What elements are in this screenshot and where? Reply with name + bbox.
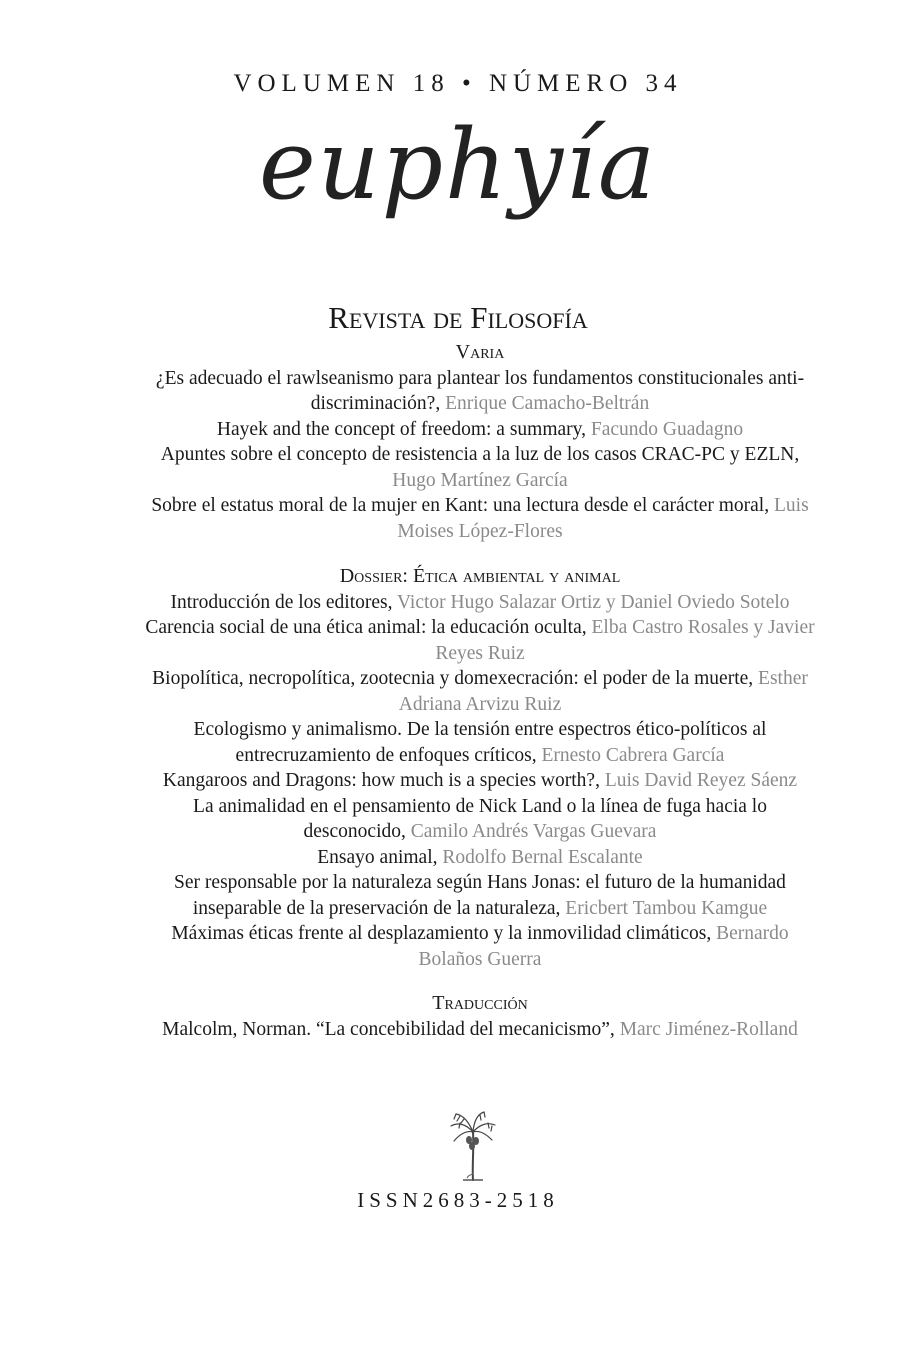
journal-subtitle: Revista de Filosofía xyxy=(328,300,588,335)
article-title: Carencia social de una ética animal: la educación oculta, xyxy=(145,617,587,638)
article-title: Máximas éticas frente al desplazamiento y la inmovilidad climáticos, xyxy=(171,923,712,944)
palm-tree-icon xyxy=(448,1110,498,1182)
article-author: Esther Adriana Arvizu Ruiz xyxy=(398,668,808,715)
article-author: Victor Hugo Salazar Ortiz y Daniel Oviedo Sotelo xyxy=(397,591,790,613)
article-title: Biopolítica, necropolítica, zootecnia y domexecración: el poder de la muerte, xyxy=(152,668,754,689)
issn-number: ISSN2683-2518 xyxy=(357,1188,559,1212)
article-title: Sobre el estatus moral de la mujer en Kant: una lectura desde el carácter moral, xyxy=(151,495,770,516)
article-author: Elba Castro Rosales y Javier Reyes Ruiz xyxy=(435,617,815,664)
toc-entry xyxy=(140,717,820,768)
section-heading-traduccion: Traducción xyxy=(432,992,528,1014)
toc-entry xyxy=(140,768,820,794)
article-title: ¿Es adecuado el rawlseanismo para plantear los fundamentos constitucionales anti-discriminación?, xyxy=(155,367,805,414)
article-author: Camilo Andrés Vargas Guevara xyxy=(410,821,657,842)
article-title: Ensayo animal, xyxy=(317,846,438,868)
toc-entry xyxy=(140,794,820,845)
article-title: Kangaroos and Dragons: how much is a species worth?, xyxy=(162,770,600,791)
article-title: La animalidad en el pensamiento de Nick Land o la línea de fuga hacia lo desconocido, xyxy=(193,795,767,842)
toc-entry xyxy=(140,870,820,921)
toc-entry xyxy=(140,921,820,972)
section-heading-varia: Varia xyxy=(455,341,505,363)
article-author: Marc Jiménez-Rolland xyxy=(619,1018,798,1040)
article-title: Apuntes sobre el concepto de resistencia a la luz de los casos CRAC-PC y EZLN, xyxy=(160,444,800,465)
article-author: Facundo Guadagno xyxy=(590,418,744,440)
toc-entry xyxy=(140,1017,820,1043)
toc-entry xyxy=(140,366,820,417)
toc-entry xyxy=(140,666,820,717)
article-author: Luis Moises López-Flores xyxy=(397,495,809,542)
toc-entry xyxy=(140,493,820,544)
article-author: Hugo Martínez García xyxy=(392,469,568,491)
toc-entry xyxy=(140,442,820,493)
article-title: Ecologismo y animalismo. De la tensión entre espectros ético-políticos al entrecruzamiento de enfoques críticos, xyxy=(193,719,767,766)
article-author: Enrique Camacho-Beltrán xyxy=(445,393,650,414)
section-heading-dossier: Dossier: Ética ambiental y animal xyxy=(339,565,621,587)
volume-number-line: VOLUMEN 18 • NÚMERO 34 xyxy=(233,70,683,97)
table-of-contents xyxy=(140,340,820,1042)
toc-entry xyxy=(140,417,820,443)
article-author: Ericbert Tambou Kamgue xyxy=(565,897,768,919)
toc-entry xyxy=(140,615,820,666)
article-author: Rodolfo Bernal Escalante xyxy=(442,846,643,868)
toc-entry xyxy=(140,845,820,871)
article-author: Ernesto Cabrera García xyxy=(541,744,725,766)
article-author: Luis David Reyez Sáenz xyxy=(604,770,798,791)
toc-entry xyxy=(140,590,820,616)
article-title: Ser responsable por la naturaleza según Hans Jonas: el futuro de la humanidad inseparable de la preservación de la naturaleza, xyxy=(174,872,786,919)
journal-logo: euphyía xyxy=(258,109,658,221)
article-author: Bernardo Bolaños Guerra xyxy=(418,923,789,970)
article-title: Malcolm, Norman. “La concebibilidad del mecanicismo”, xyxy=(162,1018,615,1040)
article-title: Hayek and the concept of freedom: a summary, xyxy=(216,418,587,440)
article-title: Introducción de los editores, xyxy=(170,591,393,613)
